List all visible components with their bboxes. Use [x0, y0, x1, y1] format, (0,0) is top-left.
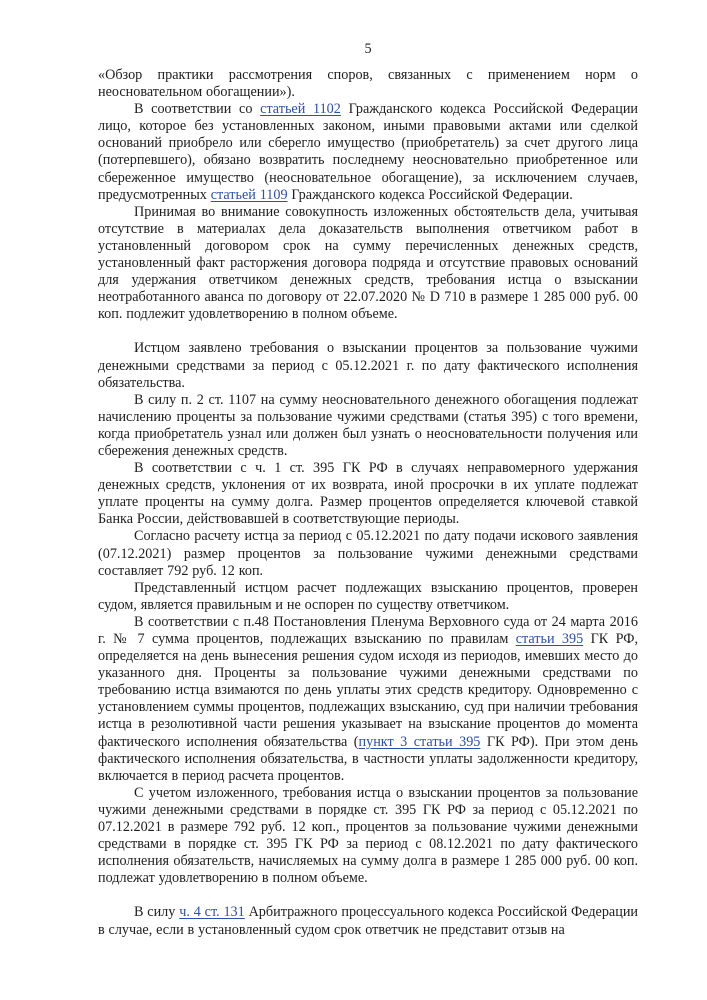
document-body [98, 67, 638, 939]
text-run: Арбитражного процессуального кодекса Российской Федерации в случае, если в установленный судом срок ответчик не представит отзыв на [98, 904, 639, 938]
page-number: 5 [364, 41, 372, 57]
paragraph [98, 460, 638, 528]
text-run: В соответствии с п.48 Постановления Пленума Верховного суда от 24 марта 2016 г. № 7 сумма процентов, подлежащих взысканию по правилам [98, 613, 638, 647]
paragraph [98, 528, 638, 579]
link-point-3-article-395[interactable]: пункт 3 статьи 395 [358, 733, 481, 750]
text-run: Гражданского кодекса Российской Федерации лицо, которое без установленных законом, иными правовыми актами или сделкой оснований приобрело или сберегло имущество (приобретатель) за счет другого лица (потерпевшего), обязано возвратить последнему неосновательно приобретенное или сбереженное имущество (неосновательное обогащение), за исключением случаев, предусмотренных [98, 101, 639, 203]
paragraph [98, 101, 638, 204]
text-run: В силу п. 2 ст. 1107 на сумму неосновательного денежного обогащения подлежат начислению проценты за пользование чужими средствами (статья 395) с того времени, когда приобретатель узнал или должен был узнать о неосновательности получения или сбережения денежных средств. [98, 391, 638, 459]
paragraph [98, 67, 638, 101]
link-article-1102[interactable]: статьей 1102 [260, 101, 341, 118]
text-run: Согласно расчету истца за период с 05.12.2021 по дату подачи искового заявления (07.12.2021) размер процентов за пользование чужими денежными средствами составляет 792 руб. 12 коп. [98, 528, 638, 579]
text-run: В силу [134, 904, 180, 921]
link-article-1109[interactable]: статьей 1109 [210, 186, 288, 203]
text-run: Истцом заявлено требования о взыскании процентов за пользование чужими денежными средствами за период с 05.12.2021 г. по дату фактического исполнения обязательства. [98, 340, 638, 391]
paragraph [98, 785, 638, 888]
paragraph [98, 204, 638, 324]
text-run: ГК РФ, определяется на день вынесения решения судом исходя из периодов, имевших место до указанного дня. Проценты за пользование чужими денежными средствами по требованию истца взимаются по день уплаты этих средств кредитору. Одновременно с установлением суммы процентов, подлежащих взысканию, суд при наличии требования истца в резолютивной части решения указывает на взыскание процентов до момента фактического исполнения обязательства ( [98, 631, 638, 750]
text-run: ГК РФ). При этом день фактического исполнения обязательства, в частности уплаты задолженности кредитору, включается в период расчета процентов. [98, 733, 638, 784]
text-run: В соответствии со [134, 101, 261, 118]
text-run: С учетом изложенного, требования истца о взыскании процентов за пользование чужими денежными средствами в порядке ст. 395 ГК РФ за период с 05.12.2021 по 07.12.2021 в размере 792 руб. 12 коп., процентов за пользование чужими денежными средствами в порядке ст. 395 ГК РФ за период с 08.12.2021 по дату фактического исполнения обязательств, начисляемых на сумму долга в размере 1 285 000 руб. 00 коп. подлежат удовлетворению в полном объеме. [98, 784, 638, 887]
paragraph [98, 340, 638, 391]
paragraph [98, 614, 638, 785]
link-part-4-article-131[interactable]: ч. 4 ст. 131 [179, 904, 245, 921]
text-run: В соответствии с ч. 1 ст. 395 ГК РФ в случаях неправомерного удержания денежных средств, уклонения от их возврата, иной просрочки в их уплате подлежат уплате проценты на сумму долга. Размер процентов определяется ключевой ставкой Банка России, действовавшей в соответствующие периоды. [98, 460, 638, 528]
text-run: Гражданского кодекса Российской Федерации. [287, 186, 573, 203]
paragraph [98, 904, 638, 938]
paragraph [98, 392, 638, 460]
text-run: «Обзор практики рассмотрения споров, связанных с применением норм о неосновательном обогащении»). [98, 67, 638, 101]
link-article-395[interactable]: статьи 395 [515, 631, 584, 647]
text-run: Представленный истцом расчет подлежащих взысканию процентов, проверен судом, является правильным и не оспорен по существу ответчиком. [98, 579, 638, 613]
text-run: Принимая во внимание совокупность изложенных обстоятельств дела, учитывая отсутствие в материалах дела доказательств выполнения ответчиком работ в установленный договором срок на сумму перечисленных денежных средств, установленный факт расторжения договора подряда и отсутствие правовых оснований для удержания ответчиком денежных средств, требования истца о взыскании неотработанного аванса по договору от 22.07.2020 № D 710 в размере 1 285 000 руб. 00 коп. подлежит удовлетворению в полном объеме. [98, 203, 638, 323]
paragraph [98, 580, 638, 614]
